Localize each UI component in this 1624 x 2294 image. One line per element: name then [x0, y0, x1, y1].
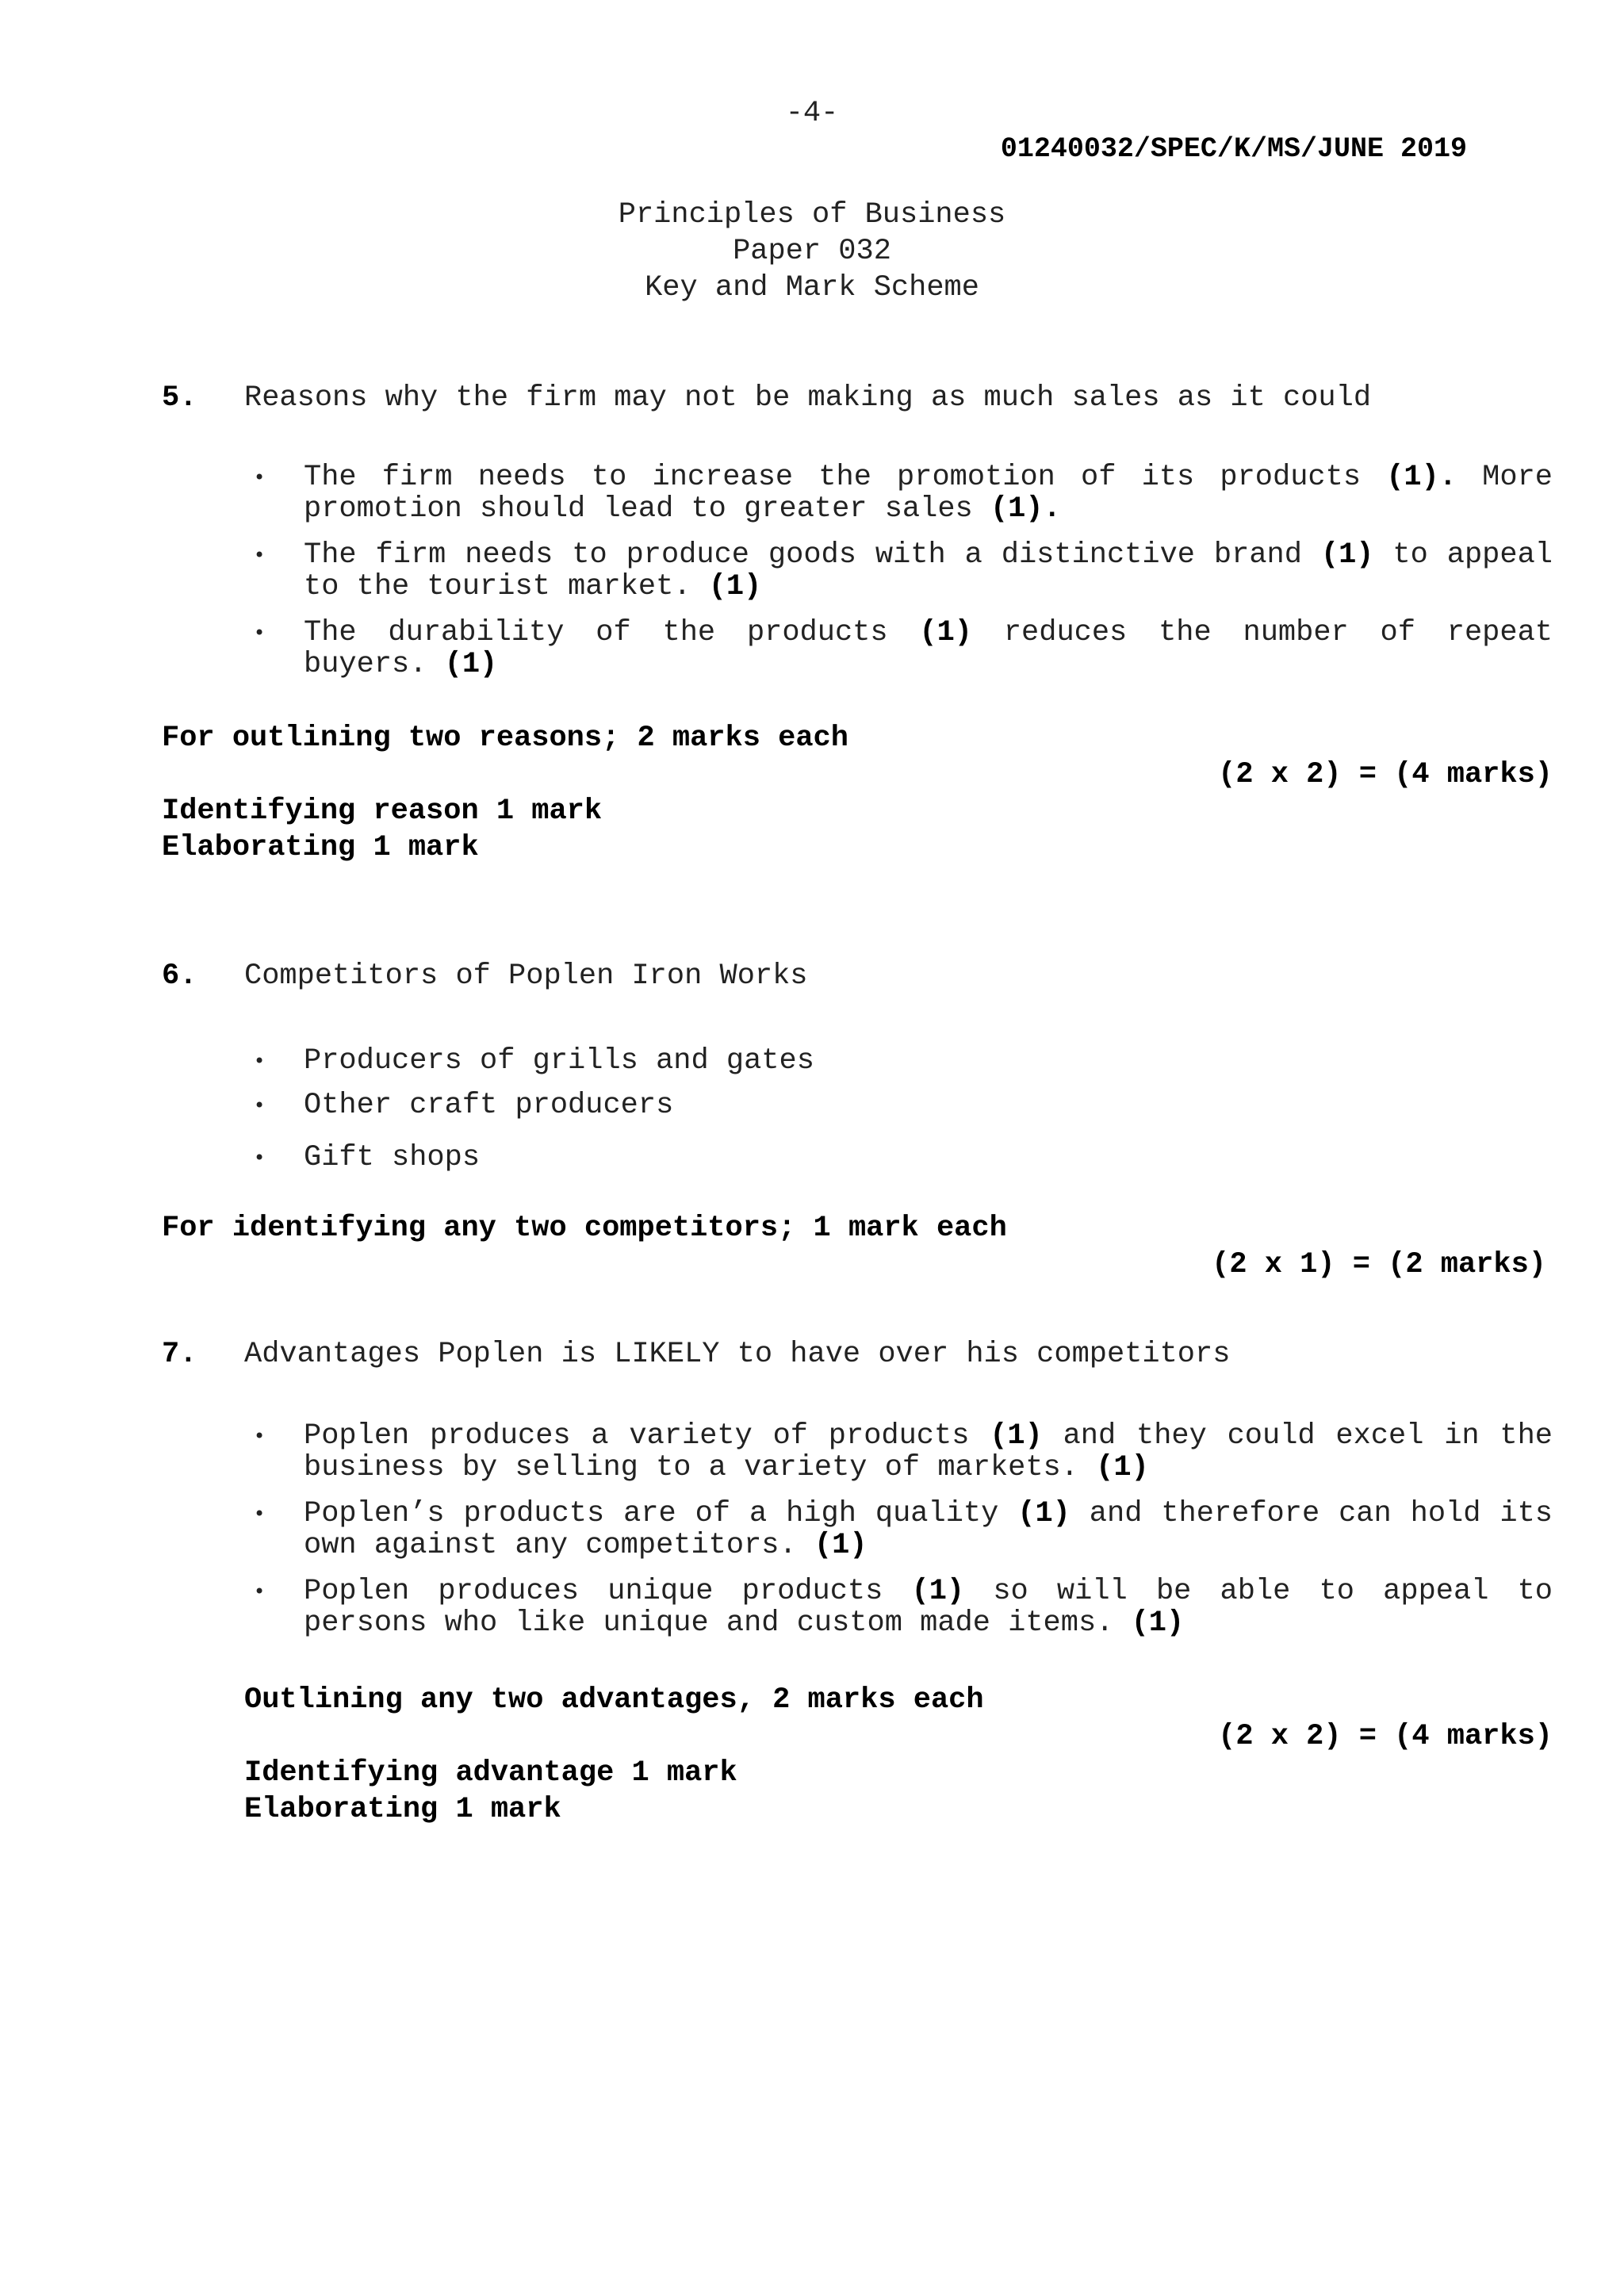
- bullet-marker: •: [254, 1580, 266, 1603]
- scheme-title: Key and Mark Scheme: [645, 271, 979, 304]
- answer-text: and therefore can hold its own against any competitors.: [304, 1497, 1553, 1562]
- criteria-identifying: Identifying reason 1 mark: [162, 795, 603, 828]
- mark-allocation: (1): [1131, 1607, 1185, 1640]
- question-heading: [162, 958, 1553, 994]
- bullet-marker: •: [254, 466, 266, 488]
- mark-allocation: (1): [708, 570, 762, 603]
- answer-list: [162, 461, 1553, 680]
- answer-item: [162, 1045, 1553, 1077]
- answer-item: [162, 617, 1553, 680]
- answer-item: [162, 1498, 1553, 1561]
- question-title: Advantages Poplen is LIKELY to have over his competitors: [244, 1338, 1231, 1371]
- marking-instruction: Outlining any two advantages, 2 marks each: [244, 1683, 984, 1717]
- answer-text: reduces the number of repeat buyers.: [304, 616, 1553, 681]
- question-number: 7.: [162, 1338, 197, 1371]
- question-6: [162, 958, 1553, 1283]
- answer-list: [162, 1420, 1553, 1639]
- answer-text: Poplen’s products are of a high quality: [304, 1497, 1018, 1530]
- mark-total: (2 x 2) = (4 marks): [1218, 1720, 1553, 1753]
- mark-allocation: (1): [444, 648, 498, 681]
- mark-allocation: (1).: [1386, 461, 1457, 494]
- answer-item: [162, 461, 1553, 525]
- document-code: 01240032/SPEC/K/MS/JUNE 2019: [1000, 133, 1467, 165]
- page-number: -4-: [785, 97, 839, 130]
- answer-item: [162, 1142, 1553, 1174]
- answer-text: The durability of the products: [304, 616, 920, 649]
- criteria-elaborating: Elaborating 1 mark: [244, 1793, 561, 1826]
- answer-list: [162, 1045, 1553, 1174]
- question-7: [162, 1336, 1553, 1828]
- answer-item: [162, 1090, 1553, 1121]
- question-number: 5.: [162, 381, 197, 415]
- answer-item: [162, 539, 1553, 603]
- bullet-marker: •: [254, 622, 266, 644]
- mark-allocation: (1): [1320, 538, 1374, 572]
- mark-total: (2 x 2) = (4 marks): [1218, 758, 1553, 791]
- answer-text: More promotion should lead to greater sales: [304, 461, 1553, 526]
- answer-item: [162, 1576, 1553, 1639]
- bullet-marker: •: [254, 1147, 266, 1169]
- question-title: Reasons why the firm may not be making as much sales as it could: [244, 381, 1372, 415]
- mark-allocation: (1): [919, 616, 973, 649]
- question-title: Competitors of Poplen Iron Works: [244, 959, 808, 993]
- answer-text: The firm needs to produce goods with a distinctive brand: [304, 538, 1321, 572]
- answer-text: so will be able to appeal to persons who like unique and custom made items.: [304, 1575, 1553, 1640]
- answer-text: Poplen produces a variety of products: [304, 1419, 990, 1453]
- question-heading: [162, 1336, 1553, 1373]
- answer-text: to appeal to the tourist market.: [304, 538, 1553, 603]
- answer-item: [162, 1420, 1553, 1484]
- marking-instruction: For identifying any two competitors; 1 mark each: [162, 1212, 1007, 1245]
- question-heading: [162, 380, 1553, 416]
- answer-text: The firm needs to increase the promotion of its products: [304, 461, 1387, 494]
- criteria-identifying: Identifying advantage 1 mark: [244, 1756, 737, 1790]
- question-number: 6.: [162, 959, 197, 993]
- answer-text: Poplen produces unique products: [304, 1575, 912, 1608]
- answer-text: Producers of grills and gates: [304, 1044, 814, 1078]
- answer-text: Gift shops: [304, 1141, 481, 1174]
- paper-title: Paper 032: [733, 235, 891, 268]
- answer-text: Other craft producers: [304, 1089, 674, 1122]
- document-header: [0, 197, 1624, 306]
- marking-instruction: For outlining two reasons; 2 marks each: [162, 722, 848, 755]
- bullet-marker: •: [254, 1425, 266, 1447]
- mark-allocation: (1): [1017, 1497, 1071, 1530]
- mark-allocation: (1).: [990, 492, 1061, 526]
- question-5: [162, 380, 1553, 866]
- mark-allocation: (1): [1096, 1451, 1149, 1484]
- mark-allocation: (1): [990, 1419, 1043, 1453]
- bullet-marker: •: [254, 1050, 266, 1072]
- bullet-marker: •: [254, 544, 266, 566]
- criteria-elaborating: Elaborating 1 mark: [162, 831, 479, 864]
- mark-allocation: (1): [814, 1529, 868, 1562]
- mark-total: (2 x 1) = (2 marks): [1212, 1248, 1546, 1281]
- bullet-marker: •: [254, 1094, 266, 1116]
- subject-title: Principles of Business: [618, 198, 1006, 232]
- mark-allocation: (1): [911, 1575, 965, 1608]
- answer-text: and they could excel in the business by selling to a variety of markets.: [304, 1419, 1553, 1484]
- bullet-marker: •: [254, 1503, 266, 1525]
